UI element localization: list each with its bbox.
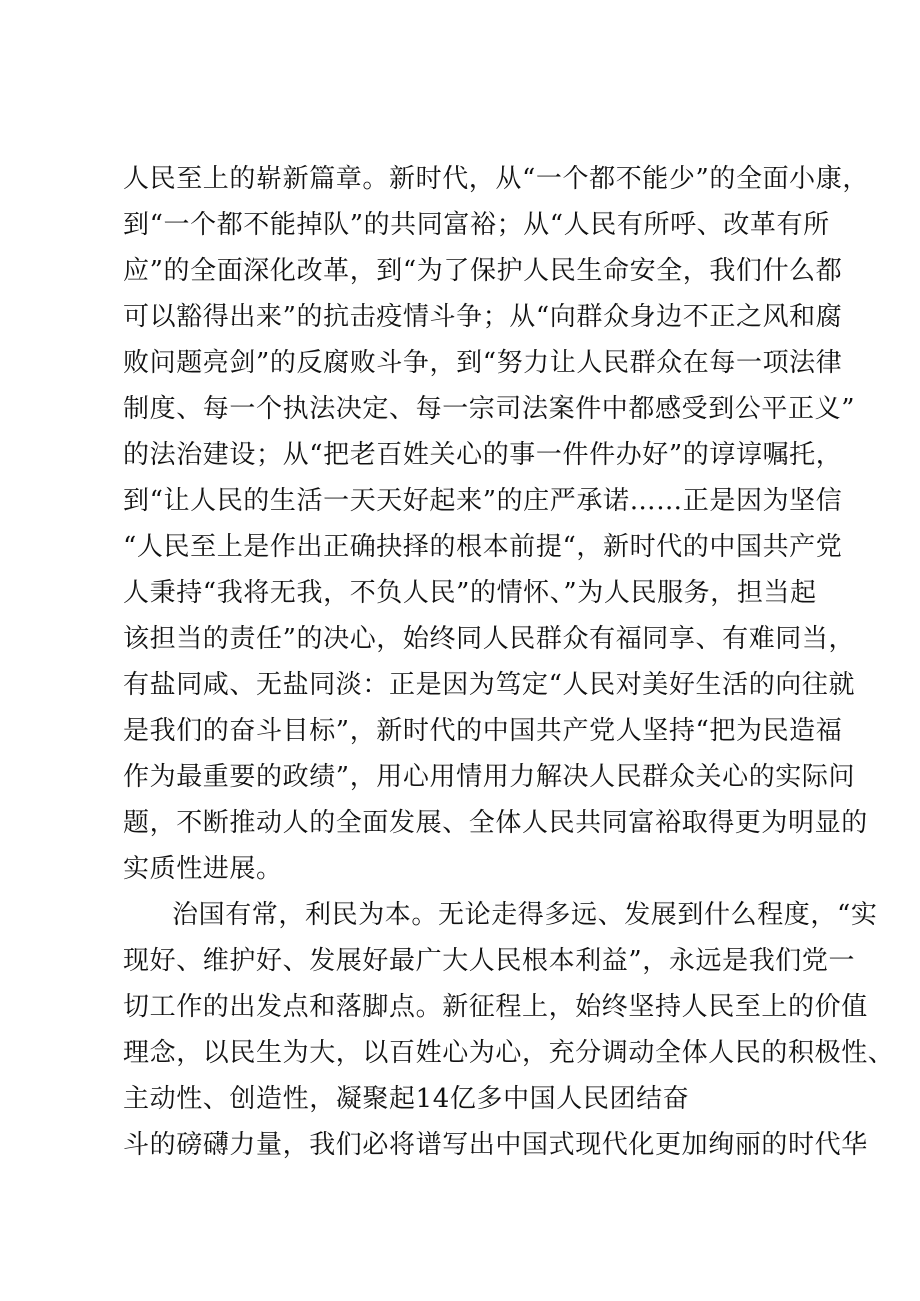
- paragraph-1-line: 有盐同咸、无盐同淡：正是因为笃定“人民对美好生活的向往就: [123, 670, 856, 700]
- paragraph-1-line: 制度、每一个执法决定、每一宗司法案件中都感受到公平正义”: [123, 394, 856, 424]
- paragraph-1-line: 该担当的责任”的决心，始终同人民群众有福同享、有难同当，: [123, 624, 856, 654]
- paragraph-1-line: 实质性进展。: [123, 854, 283, 884]
- paragraph-1-line: 作为最重要的政绩”，用心用情用力解决人民群众关心的实际问: [123, 762, 856, 792]
- paragraph-1-line: 应”的全面深化改革，到“为了保护人民生命安全，我们什么都: [123, 256, 843, 286]
- paragraph-2-line: 理念，以民生为大，以百姓心为心，充分调动全体人民的积极性、: [123, 1038, 895, 1068]
- trailing-line: 斗的磅礴力量，我们必将谱写出中国式现代化更加绚丽的时代华: [123, 1130, 868, 1160]
- paragraph-1-line: 可以豁得出来”的抗击疫情斗争；从“向群众身边不正之风和腐: [123, 302, 843, 332]
- paragraph-1-line: “人民至上是作出正确抉择的根本前提“，新时代的中国共产党: [123, 532, 843, 562]
- paragraph-1-line: 人民至上的崭新篇章。新时代，从“一个都不能少”的全面小康，: [123, 164, 869, 194]
- paragraph-1-line: 败问题亮剑”的反腐败斗争，到“努力让人民群众在每一项法律: [123, 348, 843, 378]
- paragraph-1-line: 到“让人民的生活一天天好起来”的庄严承诺……正是因为坚信: [123, 486, 843, 516]
- paragraph-2-line: 主动性、创造性，凝聚起14亿多中国人民团结奋: [123, 1084, 690, 1114]
- paragraph-2-line: 切工作的出发点和落脚点。新征程上，始终坚持人民至上的价值: [123, 992, 868, 1022]
- paragraph-1-line: 题，不断推动人的全面发展、全体人民共同富裕取得更为明显的: [123, 808, 868, 838]
- paragraph-1-line: 是我们的奋斗目标”，新时代的中国共产党人坚持“把为民造福: [123, 716, 843, 746]
- paragraph-2-line: 治国有常，利民为本。无论走得多远、发展到什么程度，“实: [172, 900, 878, 930]
- paragraph-1-line: 到“一个都不能掉队”的共同富裕；从“人民有所呼、改革有所: [123, 210, 830, 240]
- paragraph-1-line: 人秉持“我将无我，不负人民”的情怀、”为人民服务，担当起: [123, 578, 817, 608]
- paragraph-2-line: 现好、维护好、发展好最广大人民根本利益”，永远是我们党一: [123, 946, 856, 976]
- paragraph-1-line: 的法治建设；从“把老百姓关心的事一件件办好”的谆谆嘱托，: [123, 440, 843, 470]
